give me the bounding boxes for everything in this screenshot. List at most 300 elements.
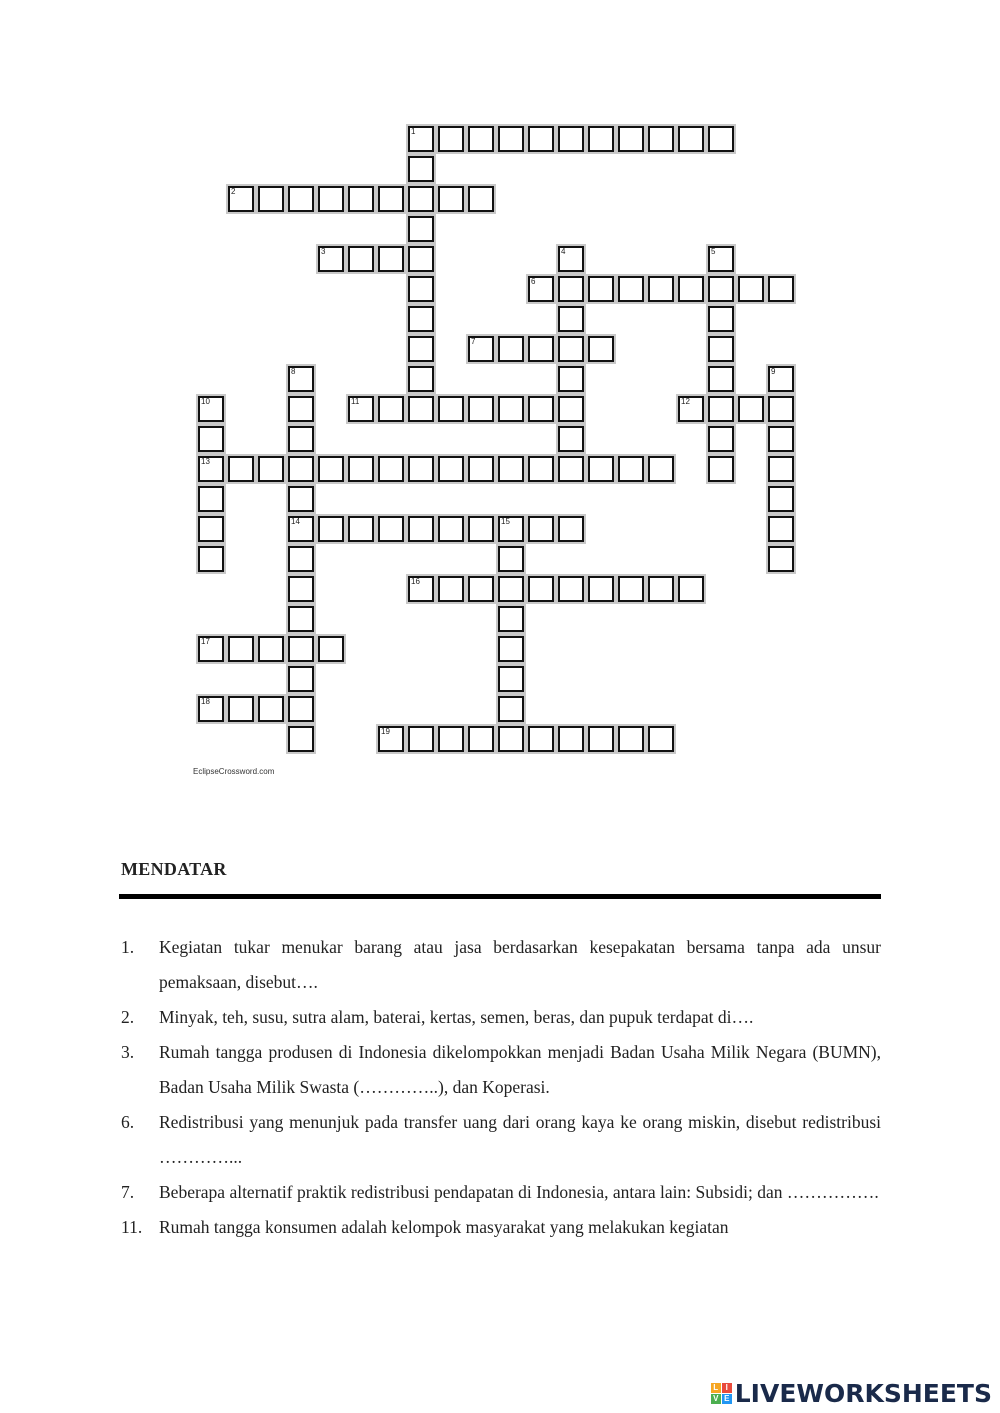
crossword-cell-box[interactable]: [618, 126, 644, 152]
crossword-cell[interactable]: [586, 454, 616, 484]
crossword-cell[interactable]: [766, 424, 796, 454]
crossword-cell[interactable]: [436, 394, 466, 424]
crossword-cell-box[interactable]: [618, 456, 644, 482]
crossword-cell[interactable]: [286, 514, 316, 544]
crossword-cell[interactable]: [646, 574, 676, 604]
crossword-cell-box[interactable]: [408, 216, 434, 242]
crossword-cell[interactable]: [286, 364, 316, 394]
crossword-cell[interactable]: [406, 124, 436, 154]
crossword-cell-box[interactable]: [198, 396, 224, 422]
crossword-cell-box[interactable]: [468, 126, 494, 152]
crossword-cell[interactable]: [496, 634, 526, 664]
crossword-cell-box[interactable]: [498, 606, 524, 632]
crossword-cell[interactable]: [706, 334, 736, 364]
crossword-cell[interactable]: [256, 184, 286, 214]
crossword-cell-box[interactable]: [498, 726, 524, 752]
crossword-cell[interactable]: [316, 244, 346, 274]
crossword-cell-box[interactable]: [288, 696, 314, 722]
crossword-cell-box[interactable]: [648, 576, 674, 602]
crossword-cell[interactable]: [406, 244, 436, 274]
crossword-cell-box[interactable]: [498, 576, 524, 602]
crossword-cell-box[interactable]: [348, 396, 374, 422]
crossword-cell[interactable]: [706, 274, 736, 304]
crossword-cell[interactable]: [226, 694, 256, 724]
crossword-cell-box[interactable]: [288, 576, 314, 602]
crossword-cell-box[interactable]: [198, 516, 224, 542]
crossword-cell[interactable]: [316, 454, 346, 484]
crossword-cell-box[interactable]: [288, 456, 314, 482]
crossword-cell[interactable]: [556, 124, 586, 154]
crossword-cell-box[interactable]: [408, 306, 434, 332]
crossword-cell-box[interactable]: [258, 636, 284, 662]
clue-number: 3.: [121, 1042, 135, 1062]
crossword-cell-box[interactable]: [348, 246, 374, 272]
crossword-cell-box[interactable]: [348, 456, 374, 482]
crossword-cell[interactable]: [406, 304, 436, 334]
crossword-cell-box[interactable]: [558, 306, 584, 332]
crossword-cell[interactable]: [226, 454, 256, 484]
crossword-cell[interactable]: [316, 514, 346, 544]
crossword-cell-box[interactable]: [558, 366, 584, 392]
clue-text: Beberapa alternatif praktik redistribusi pendapatan di Indonesia, antara lain: Subsidi; dan …………….: [159, 1182, 879, 1202]
crossword-cell-box[interactable]: [528, 336, 554, 362]
crossword-cell-box[interactable]: [258, 696, 284, 722]
crossword-cell[interactable]: [556, 364, 586, 394]
crossword-cell[interactable]: [766, 514, 796, 544]
crossword-cell[interactable]: [526, 454, 556, 484]
crossword-cell[interactable]: [466, 514, 496, 544]
crossword-cell-box[interactable]: [588, 126, 614, 152]
crossword-cell-box[interactable]: [258, 456, 284, 482]
crossword-cell-box[interactable]: [228, 696, 254, 722]
crossword-cell[interactable]: [406, 214, 436, 244]
crossword-cell-box[interactable]: [288, 396, 314, 422]
crossword-cell-box[interactable]: [738, 276, 764, 302]
crossword-cell[interactable]: [706, 424, 736, 454]
crossword-cell[interactable]: [406, 514, 436, 544]
crossword-cell-box[interactable]: [288, 516, 314, 542]
crossword-cell-box[interactable]: [288, 486, 314, 512]
crossword-cell-box[interactable]: [258, 186, 284, 212]
crossword-cell-box[interactable]: [198, 546, 224, 572]
crossword-cell-box[interactable]: [378, 456, 404, 482]
crossword-cell-box[interactable]: [288, 366, 314, 392]
clue-number: 11.: [121, 1217, 143, 1237]
crossword-cell[interactable]: [286, 454, 316, 484]
crossword-cell[interactable]: [286, 394, 316, 424]
crossword-cell[interactable]: [706, 454, 736, 484]
crossword-cell[interactable]: [436, 454, 466, 484]
crossword-cell-box[interactable]: [768, 516, 794, 542]
crossword-cell[interactable]: [736, 394, 766, 424]
crossword-cell[interactable]: [406, 274, 436, 304]
crossword-cell[interactable]: [406, 334, 436, 364]
crossword-cell-box[interactable]: [528, 276, 554, 302]
crossword-cell[interactable]: [556, 304, 586, 334]
crossword-cell[interactable]: [496, 334, 526, 364]
crossword-cell[interactable]: [286, 184, 316, 214]
crossword-cell[interactable]: [766, 454, 796, 484]
crossword-cell-box[interactable]: [288, 546, 314, 572]
crossword-cell-box[interactable]: [498, 126, 524, 152]
crossword-cell-box[interactable]: [678, 396, 704, 422]
crossword-cell-box[interactable]: [768, 366, 794, 392]
crossword-cell[interactable]: [556, 454, 586, 484]
crossword-cell[interactable]: [406, 154, 436, 184]
crossword-cell-box[interactable]: [288, 426, 314, 452]
crossword-cell[interactable]: [706, 304, 736, 334]
crossword-cell[interactable]: [586, 334, 616, 364]
crossword-cell[interactable]: [286, 634, 316, 664]
crossword-cell[interactable]: [556, 394, 586, 424]
crossword-cell-box[interactable]: [588, 576, 614, 602]
crossword-cell[interactable]: [496, 694, 526, 724]
crossword-cell[interactable]: [766, 394, 796, 424]
crossword-cell-box[interactable]: [228, 456, 254, 482]
crossword-cell-box[interactable]: [678, 126, 704, 152]
crossword-cell-box[interactable]: [708, 456, 734, 482]
crossword-cell-box[interactable]: [498, 546, 524, 572]
crossword-cell[interactable]: [616, 454, 646, 484]
crossword-cell[interactable]: [766, 484, 796, 514]
crossword-cell-box[interactable]: [288, 606, 314, 632]
crossword-cell-box[interactable]: [528, 726, 554, 752]
crossword-cell[interactable]: [346, 514, 376, 544]
crossword-cell[interactable]: [466, 454, 496, 484]
crossword-cell[interactable]: [556, 724, 586, 754]
crossword-cell[interactable]: [586, 724, 616, 754]
crossword-cell[interactable]: [496, 124, 526, 154]
crossword-cell-box[interactable]: [348, 516, 374, 542]
crossword-cell[interactable]: [196, 394, 226, 424]
crossword-cell[interactable]: [286, 424, 316, 454]
crossword-cell-box[interactable]: [288, 726, 314, 752]
crossword-cell[interactable]: [466, 574, 496, 604]
crossword-cell-box[interactable]: [708, 246, 734, 272]
crossword-cell-box[interactable]: [408, 516, 434, 542]
crossword-cell-box[interactable]: [708, 126, 734, 152]
crossword-cell-box[interactable]: [768, 546, 794, 572]
crossword-cell-box[interactable]: [228, 186, 254, 212]
crossword-cell-box[interactable]: [528, 126, 554, 152]
logo-mark-letter: I: [722, 1383, 732, 1393]
crossword-cell[interactable]: [346, 184, 376, 214]
crossword-cell-box[interactable]: [408, 156, 434, 182]
crossword-cell-box[interactable]: [498, 456, 524, 482]
crossword-cell-box[interactable]: [768, 426, 794, 452]
crossword-cell-box[interactable]: [708, 366, 734, 392]
crossword-cell-box[interactable]: [378, 396, 404, 422]
crossword-cell[interactable]: [526, 394, 556, 424]
crossword-cell-box[interactable]: [438, 186, 464, 212]
crossword-cell-box[interactable]: [648, 726, 674, 752]
crossword-cell[interactable]: [226, 184, 256, 214]
crossword-cell-box[interactable]: [708, 276, 734, 302]
crossword-cell[interactable]: [586, 574, 616, 604]
crossword-cell[interactable]: [316, 634, 346, 664]
crossword-cell-box[interactable]: [468, 516, 494, 542]
crossword-cell-box[interactable]: [558, 726, 584, 752]
crossword-cell[interactable]: [616, 574, 646, 604]
crossword-cell-box[interactable]: [318, 186, 344, 212]
crossword-cell[interactable]: [496, 574, 526, 604]
crossword-clue-number: 11: [351, 397, 360, 406]
crossword-cell[interactable]: [556, 424, 586, 454]
crossword-cell[interactable]: [436, 124, 466, 154]
crossword-cell-box[interactable]: [498, 636, 524, 662]
crossword-cell-box[interactable]: [198, 696, 224, 722]
crossword-cell[interactable]: [376, 724, 406, 754]
crossword-cell-box[interactable]: [378, 246, 404, 272]
crossword-cell-box[interactable]: [708, 306, 734, 332]
crossword-cell-box[interactable]: [558, 246, 584, 272]
crossword-cell[interactable]: [466, 394, 496, 424]
crossword-cell-box[interactable]: [648, 276, 674, 302]
crossword-cell-box[interactable]: [468, 576, 494, 602]
crossword-cell[interactable]: [346, 244, 376, 274]
crossword-cell[interactable]: [196, 544, 226, 574]
crossword-cell-box[interactable]: [198, 426, 224, 452]
crossword-cell-box[interactable]: [558, 396, 584, 422]
crossword-cell-box[interactable]: [558, 426, 584, 452]
crossword-cell[interactable]: [196, 424, 226, 454]
crossword-cell[interactable]: [196, 694, 226, 724]
crossword-cell-box[interactable]: [438, 516, 464, 542]
crossword-cell[interactable]: [226, 634, 256, 664]
crossword-cell[interactable]: [736, 274, 766, 304]
crossword-cell[interactable]: [646, 274, 676, 304]
crossword-cell-box[interactable]: [288, 636, 314, 662]
crossword-cell[interactable]: [196, 634, 226, 664]
crossword-cell[interactable]: [196, 514, 226, 544]
crossword-cell[interactable]: [646, 124, 676, 154]
crossword-cell[interactable]: [286, 664, 316, 694]
crossword-cell-box[interactable]: [408, 396, 434, 422]
crossword-cell[interactable]: [436, 184, 466, 214]
crossword-cell-box[interactable]: [318, 246, 344, 272]
crossword-cell[interactable]: [496, 724, 526, 754]
crossword-cell[interactable]: [496, 454, 526, 484]
crossword-cell[interactable]: [496, 544, 526, 574]
crossword-cell[interactable]: [196, 484, 226, 514]
crossword-cell-box[interactable]: [498, 396, 524, 422]
crossword-cell-box[interactable]: [558, 126, 584, 152]
crossword-cell[interactable]: [526, 124, 556, 154]
crossword-cell[interactable]: [676, 394, 706, 424]
crossword-cell-box[interactable]: [408, 726, 434, 752]
crossword-cell[interactable]: [766, 274, 796, 304]
crossword-cell-box[interactable]: [438, 396, 464, 422]
crossword-cell[interactable]: [526, 724, 556, 754]
crossword-cell-box[interactable]: [198, 636, 224, 662]
crossword-cell[interactable]: [766, 544, 796, 574]
crossword-cell[interactable]: [526, 334, 556, 364]
crossword-cell-box[interactable]: [708, 396, 734, 422]
crossword-cell-box[interactable]: [318, 516, 344, 542]
crossword-cell-box[interactable]: [438, 726, 464, 752]
liveworksheets-logo-icon: [711, 1383, 732, 1404]
crossword-cell[interactable]: [466, 124, 496, 154]
crossword-cell-box[interactable]: [468, 186, 494, 212]
crossword-cell-box[interactable]: [408, 366, 434, 392]
crossword-cell-box[interactable]: [408, 336, 434, 362]
crossword-cell[interactable]: [496, 394, 526, 424]
crossword-cell[interactable]: [676, 274, 706, 304]
crossword-cell-box[interactable]: [408, 276, 434, 302]
crossword-cell-box[interactable]: [618, 576, 644, 602]
crossword-cell[interactable]: [436, 724, 466, 754]
crossword-cell-box[interactable]: [738, 396, 764, 422]
crossword-cell-box[interactable]: [648, 456, 674, 482]
crossword-cell-box[interactable]: [408, 126, 434, 152]
crossword-cell-box[interactable]: [438, 576, 464, 602]
crossword-cell[interactable]: [466, 724, 496, 754]
crossword-cell[interactable]: [256, 694, 286, 724]
crossword-cell[interactable]: [496, 604, 526, 634]
crossword-cell[interactable]: [256, 634, 286, 664]
crossword-cell-box[interactable]: [618, 276, 644, 302]
crossword-cell[interactable]: [586, 274, 616, 304]
crossword-cell[interactable]: [556, 274, 586, 304]
crossword-cell[interactable]: [556, 514, 586, 544]
crossword-cell-box[interactable]: [588, 336, 614, 362]
crossword-cell-box[interactable]: [558, 336, 584, 362]
crossword-cell[interactable]: [766, 364, 796, 394]
crossword-cell-box[interactable]: [708, 426, 734, 452]
crossword-clue-number: 5: [711, 247, 716, 256]
crossword-cell[interactable]: [556, 334, 586, 364]
crossword-cell-box[interactable]: [618, 726, 644, 752]
crossword-cell[interactable]: [196, 454, 226, 484]
crossword-cell-box[interactable]: [468, 336, 494, 362]
crossword-cell-box[interactable]: [468, 396, 494, 422]
crossword-cell-box[interactable]: [768, 276, 794, 302]
crossword-cell[interactable]: [436, 574, 466, 604]
crossword-cell-box[interactable]: [678, 576, 704, 602]
crossword-cell-box[interactable]: [288, 186, 314, 212]
crossword-cell[interactable]: [586, 124, 616, 154]
crossword-cell-box[interactable]: [768, 486, 794, 512]
crossword-cell-box[interactable]: [438, 456, 464, 482]
crossword-cell[interactable]: [646, 454, 676, 484]
crossword-cell[interactable]: [616, 124, 646, 154]
crossword-cell[interactable]: [496, 514, 526, 544]
crossword-cell[interactable]: [406, 454, 436, 484]
crossword-cell[interactable]: [706, 244, 736, 274]
crossword-cell-box[interactable]: [468, 456, 494, 482]
crossword-cell[interactable]: [406, 574, 436, 604]
crossword-cell[interactable]: [286, 574, 316, 604]
crossword-cell-box[interactable]: [558, 516, 584, 542]
crossword-cell[interactable]: [526, 574, 556, 604]
crossword-cell-box[interactable]: [528, 456, 554, 482]
crossword-cell[interactable]: [406, 724, 436, 754]
crossword-cell-box[interactable]: [198, 486, 224, 512]
crossword-cell-box[interactable]: [318, 636, 344, 662]
crossword-cell-box[interactable]: [378, 516, 404, 542]
crossword-cell-box[interactable]: [498, 516, 524, 542]
crossword-cell-box[interactable]: [468, 726, 494, 752]
crossword-cell-box[interactable]: [768, 456, 794, 482]
crossword-cell-box[interactable]: [528, 576, 554, 602]
crossword-cell[interactable]: [556, 574, 586, 604]
crossword-cell-box[interactable]: [528, 396, 554, 422]
crossword-cell[interactable]: [406, 184, 436, 214]
crossword-cell-box[interactable]: [408, 456, 434, 482]
crossword-cell-box[interactable]: [588, 726, 614, 752]
crossword-cell[interactable]: [346, 454, 376, 484]
crossword-cell[interactable]: [286, 694, 316, 724]
crossword-cell-box[interactable]: [348, 186, 374, 212]
crossword-cell-box[interactable]: [408, 186, 434, 212]
crossword-cell-box[interactable]: [678, 276, 704, 302]
crossword-cell[interactable]: [406, 394, 436, 424]
crossword-cell[interactable]: [616, 274, 646, 304]
crossword-cell-box[interactable]: [378, 726, 404, 752]
crossword-cell[interactable]: [376, 394, 406, 424]
crossword-cell[interactable]: [376, 454, 406, 484]
crossword-cell[interactable]: [286, 604, 316, 634]
crossword-cell[interactable]: [286, 724, 316, 754]
crossword-cell[interactable]: [706, 364, 736, 394]
crossword-cell[interactable]: [286, 484, 316, 514]
crossword-cell[interactable]: [676, 574, 706, 604]
crossword-cell[interactable]: [496, 664, 526, 694]
crossword-cell-box[interactable]: [648, 126, 674, 152]
crossword-cell-box[interactable]: [498, 696, 524, 722]
crossword-cell[interactable]: [436, 514, 466, 544]
crossword-cell-box[interactable]: [558, 576, 584, 602]
crossword-cell[interactable]: [706, 124, 736, 154]
crossword-cell-box[interactable]: [498, 666, 524, 692]
crossword-cell[interactable]: [466, 334, 496, 364]
crossword-cell[interactable]: [286, 544, 316, 574]
crossword-cell-box[interactable]: [318, 456, 344, 482]
crossword-cell-box[interactable]: [408, 576, 434, 602]
crossword-cell-box[interactable]: [708, 336, 734, 362]
crossword-cell[interactable]: [376, 514, 406, 544]
crossword-cell-box[interactable]: [228, 636, 254, 662]
crossword-cell-box[interactable]: [498, 336, 524, 362]
crossword-cell[interactable]: [376, 184, 406, 214]
crossword-cell-box[interactable]: [588, 456, 614, 482]
crossword-cell[interactable]: [646, 724, 676, 754]
crossword-cell[interactable]: [466, 184, 496, 214]
crossword-cell-box[interactable]: [408, 246, 434, 272]
crossword-cell-box[interactable]: [558, 456, 584, 482]
crossword-cell[interactable]: [526, 274, 556, 304]
crossword-cell-box[interactable]: [558, 276, 584, 302]
crossword-cell-box[interactable]: [378, 186, 404, 212]
crossword-cell-box[interactable]: [288, 666, 314, 692]
brand-logo[interactable]: [711, 1376, 992, 1410]
crossword-cell-box[interactable]: [768, 396, 794, 422]
crossword-cell[interactable]: [316, 184, 346, 214]
crossword-cell[interactable]: [676, 124, 706, 154]
crossword-cell-box[interactable]: [528, 516, 554, 542]
crossword-cell-box[interactable]: [438, 126, 464, 152]
crossword-cell[interactable]: [376, 244, 406, 274]
crossword-cell[interactable]: [556, 244, 586, 274]
crossword-cell[interactable]: [526, 514, 556, 544]
crossword-cell[interactable]: [616, 724, 646, 754]
crossword-cell[interactable]: [256, 454, 286, 484]
crossword-cell[interactable]: [406, 364, 436, 394]
crossword-cell[interactable]: [706, 394, 736, 424]
crossword-cell-box[interactable]: [198, 456, 224, 482]
crossword-cell[interactable]: [346, 394, 376, 424]
crossword-cell-box[interactable]: [588, 276, 614, 302]
